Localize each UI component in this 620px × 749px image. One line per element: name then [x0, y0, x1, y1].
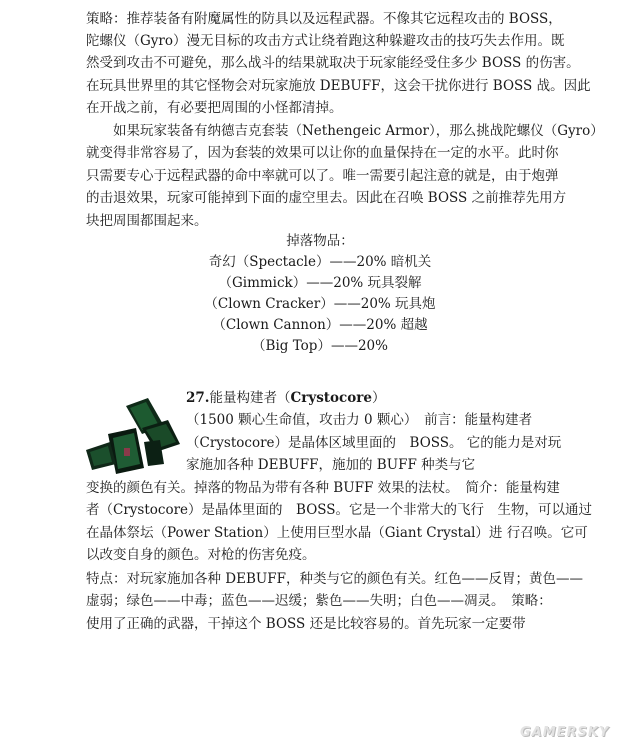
text-line: 策略：推荐装备有附魔属性的防具以及远程武器。不像其它远程攻击的 BOSS， — [86, 11, 562, 27]
text-line: 只需要专心于远程武器的命中率就可以了。唯一需要引起注意的就是，由于炮弹 — [86, 168, 559, 184]
text-line: 在晶体祭坛（Power Station）上使用巨型水晶（Giant Crystal）进 行召唤。它可 — [86, 525, 588, 541]
section-title-en: Crystocore — [290, 390, 372, 406]
crystocore-image — [86, 398, 182, 474]
drop-item: （Clown Cannon）——20% 超越 — [212, 317, 428, 333]
text-line: 然受到攻击不可避免，那么战斗的结果就取决于玩家能经受住多少 BOSS 的伤害。 — [86, 55, 580, 71]
text-line: 变换的颜色有关。掉落的物品为带有各种 BUFF 效果的法杖。 简介：能量构建 — [86, 480, 560, 496]
text-line: 家施加各种 DEBUFF，施加的 BUFF 种类与它 — [186, 457, 476, 473]
section-heading — [186, 388, 385, 408]
text-line: 者（Crystocore）是晶体里面的 BOSS。它是一个非常大的飞行 生物，可以通过 — [86, 502, 593, 518]
text-line: 在开战之前，有必要把周围的小怪都清掉。 — [86, 100, 343, 116]
text-line: 的击退效果，玩家可能掉到下面的虚空里去。因此在召唤 BOSS 之前推荐先用方 — [86, 190, 567, 206]
drop-item: （Big Top）——20% — [252, 338, 388, 354]
text-line: 以改变自身的颜色。对枪的伤害免疫。 — [86, 547, 316, 563]
text-line: 虚弱；绿色——中毒；蓝色——迟缓；紫色——失明；白色——凋灵。 策略： — [86, 593, 552, 609]
drop-item: （Clown Cracker）——20% 玩具炮 — [204, 296, 436, 312]
section-title-cn: 能量构建者（ — [209, 390, 291, 406]
text-line: 就变得非常容易了，因为套装的效果可以让你的血量保持在一定的水平。此时你 — [86, 145, 559, 161]
text-line: （Crystocore）是晶体区域里面的 BOSS。 它的能力是对玩 — [186, 435, 562, 451]
section-title-close: ） — [371, 390, 386, 406]
gamersky-watermark: GAMERSKY — [520, 725, 610, 740]
text-line: 陀螺仪（Gyro）漫无目标的攻击方式让绕着跑这种躲避攻击的技巧失去作用。既 — [86, 33, 565, 49]
text-line: 特点：对玩家施加各种 DEBUFF，种类与它的颜色有关。红色——反胃；黄色—— — [86, 571, 584, 587]
text-line: 使用了正确的武器，干掉这个 BOSS 还是比较容易的。首先玩家一定要带 — [86, 616, 526, 632]
text-line: 在玩具世界里的其它怪物会对玩家施放 DEBUFF，这会干扰你进行 BOSS 战。因此 — [86, 78, 591, 94]
drop-item: 奇幻（Spectacle）——20% 暗机关 — [208, 254, 432, 270]
drop-item: （Gimmick）——20% 玩具裂解 — [218, 275, 422, 291]
drop-list-title: 掉落物品： — [286, 233, 354, 249]
text-line: 如果玩家装备有纳德吉克套装（Nethengeic Armor），那么挑战陀螺仪（Gyro） — [86, 123, 604, 139]
section-number: 27. — [186, 390, 210, 406]
text-line: 块把周围都围起来。 — [86, 213, 208, 229]
text-line: （1500 颗心生命值，攻击力 0 颗心） 前言：能量构建者 — [186, 412, 533, 428]
